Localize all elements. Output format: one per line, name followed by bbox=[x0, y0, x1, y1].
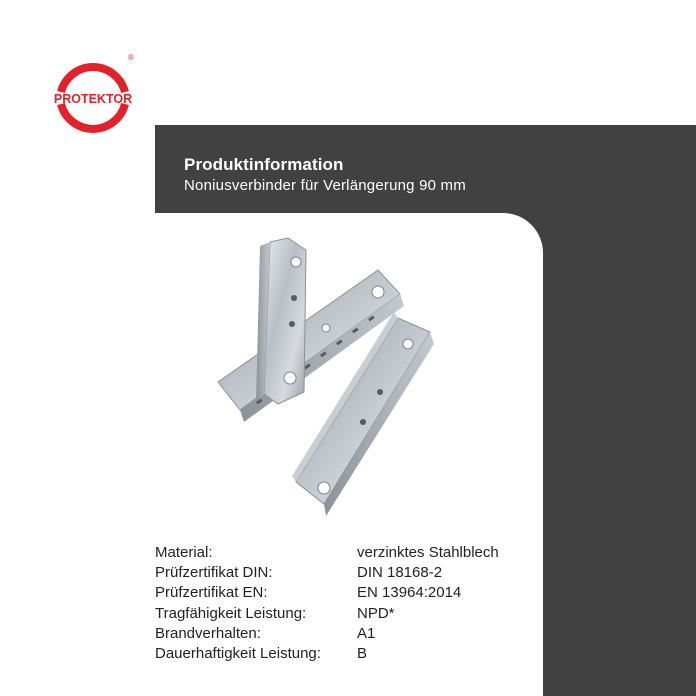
spec-label: Prüfzertifikat DIN: bbox=[155, 564, 273, 582]
product-image bbox=[208, 232, 453, 522]
spec-label: Prüfzertifikat EN: bbox=[155, 584, 268, 602]
registered-mark: ® bbox=[128, 53, 134, 62]
steel-connector-icon bbox=[208, 232, 453, 522]
spec-row bbox=[155, 604, 565, 624]
protektor-logo bbox=[48, 52, 138, 144]
page-title: Produktinformation bbox=[184, 155, 344, 174]
spec-row bbox=[155, 543, 565, 563]
spec-label: Tragfähigkeit Leistung: bbox=[155, 604, 307, 622]
product-name: Noniusverbinder für Verlängerung 90 mm bbox=[184, 177, 466, 194]
spec-label: Dauerhaftigkeit Leistung: bbox=[155, 644, 321, 662]
spec-value: B bbox=[357, 644, 368, 662]
spec-row bbox=[155, 624, 565, 644]
logo-wordmark: PROTEKTOR bbox=[53, 92, 133, 106]
spec-table bbox=[155, 543, 565, 664]
spec-value: EN 13964:2014 bbox=[357, 584, 462, 602]
spec-value: NPD* bbox=[357, 604, 395, 622]
spec-row bbox=[155, 583, 565, 603]
spec-row bbox=[155, 563, 565, 583]
spec-label: Brandverhalten: bbox=[155, 624, 261, 642]
spec-label: Material: bbox=[155, 544, 213, 561]
spec-value: verzinktes Stahlblech bbox=[357, 544, 499, 561]
spec-row bbox=[155, 644, 565, 664]
spec-value: A1 bbox=[357, 624, 376, 642]
spec-value: DIN 18168-2 bbox=[357, 564, 443, 582]
